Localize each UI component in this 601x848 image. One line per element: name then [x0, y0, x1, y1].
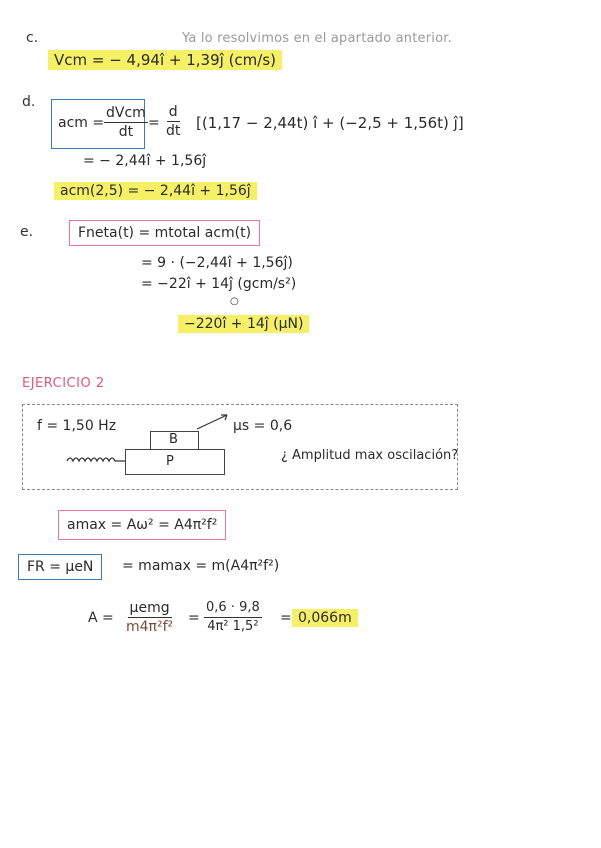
spring-block-diagram — [23, 405, 457, 489]
block-p — [125, 449, 225, 475]
block-b — [150, 431, 199, 450]
diagram-frame — [22, 404, 458, 490]
fraction-denominator: dt — [166, 123, 181, 139]
arrow-icon — [197, 415, 227, 429]
fraction-numerator: d — [168, 104, 178, 120]
fraction-numerator: 0,6 · 9,8 — [204, 600, 262, 618]
part-c-label: c. — [26, 30, 39, 46]
acm-lhs: acm = — [58, 115, 105, 131]
amplitude-fraction-numeric — [204, 600, 262, 635]
amplitude-result: 0,066m — [292, 609, 358, 627]
equals-sign: = — [280, 610, 292, 626]
fraction-denominator: dt — [118, 124, 134, 140]
friction-force-box: FR = μeN — [18, 554, 102, 580]
equals-sign: = — [148, 115, 160, 131]
part-e-label: e. — [20, 224, 34, 240]
amplitude-lhs: A = — [88, 610, 114, 626]
connector-mark: ○ — [230, 296, 239, 307]
exercise-2-title: EJERCICIO 2 — [22, 376, 105, 391]
fraction-denominator: m4π²f² — [126, 619, 174, 635]
d-dt-fraction — [164, 104, 182, 139]
static-friction-label: μs = 0,6 — [233, 418, 293, 434]
fraction-denominator: 4π² 1,5² — [207, 619, 259, 634]
amplitude-fraction-symbolic — [124, 600, 175, 635]
part-d-label: d. — [22, 94, 36, 110]
velocity-equation: Vcm = − 4,94î + 1,39ĵ (cm/s) — [48, 50, 282, 70]
block-p-label: P — [166, 454, 174, 469]
net-force-line-1: = 9 · (−2,44î + 1,56ĵ) — [141, 255, 293, 271]
velocity-expression: [(1,17 − 2,44t) î + (−2,5 + 1,56t) ĵ] — [196, 114, 464, 132]
equals-sign: = — [188, 610, 200, 626]
frequency-label: f = 1,50 Hz — [37, 418, 117, 434]
fraction-numerator: μemg — [129, 600, 170, 616]
friction-force-equation: = mamax = m(A4π²f²) — [122, 558, 280, 574]
max-acceleration-box: amax = Aω² = A4π²f² — [58, 510, 226, 540]
spring-icon — [67, 458, 125, 461]
fraction-numerator: dVcm — [106, 105, 146, 121]
acceleration-at-2-5: acm(2,5) = − 2,44î + 1,56ĵ — [54, 182, 257, 200]
net-force-line-2: = −22î + 14ĵ (gcm/s²) — [141, 276, 297, 292]
note-previous-section: Ya lo resolvimos en el apartado anterior. — [182, 31, 452, 46]
net-force-box: Fneta(t) = mtotal acm(t) — [69, 220, 260, 246]
acm-definition-box — [51, 99, 145, 149]
acm-derivative-fraction — [104, 105, 148, 140]
block-b-label: B — [169, 432, 178, 447]
net-force-result: −220î + 14ĵ (μN) — [178, 315, 309, 333]
question-text: ¿ Amplitud max oscilación? — [281, 448, 459, 463]
acceleration-result: = − 2,44î + 1,56ĵ — [83, 153, 207, 169]
